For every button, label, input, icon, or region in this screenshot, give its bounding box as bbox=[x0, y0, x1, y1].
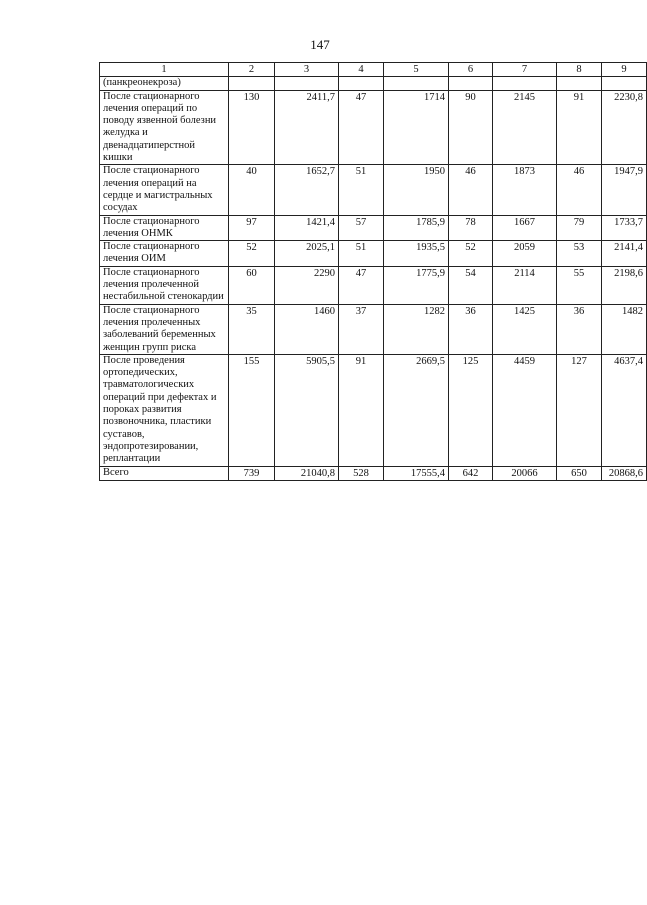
value-cell: 54 bbox=[449, 266, 493, 304]
header-cell: 8 bbox=[557, 63, 602, 77]
value-cell: 2290 bbox=[275, 266, 339, 304]
value-cell: 51 bbox=[339, 241, 384, 267]
value-cell: 52 bbox=[229, 241, 275, 267]
header-row bbox=[100, 63, 647, 77]
value-cell: 2230,8 bbox=[602, 90, 647, 165]
value-cell: 57 bbox=[339, 215, 384, 241]
value-cell: 2025,1 bbox=[275, 241, 339, 267]
continuation-label: (панкреонекроза) bbox=[100, 77, 229, 90]
value-cell: 2411,7 bbox=[275, 90, 339, 165]
value-cell: 2114 bbox=[493, 266, 557, 304]
data-table bbox=[99, 62, 647, 481]
value-cell: 1667 bbox=[493, 215, 557, 241]
header-cell: 1 bbox=[100, 63, 229, 77]
value-cell: 55 bbox=[557, 266, 602, 304]
header-cell: 6 bbox=[449, 63, 493, 77]
value-cell: 46 bbox=[557, 165, 602, 215]
page-number: 147 bbox=[310, 37, 330, 52]
table-row bbox=[100, 241, 647, 267]
value-cell: 21040,8 bbox=[275, 466, 339, 480]
table-row-label: После проведения ортопедических, травматологических операций при дефектах и пороках развития позвоночника, пластики суставов, эндопротезировании, реплантации bbox=[100, 354, 229, 466]
value-cell: 1775,9 bbox=[384, 266, 449, 304]
value-cell: 91 bbox=[557, 90, 602, 165]
value-cell: 2669,5 bbox=[384, 354, 449, 466]
value-cell: 2059 bbox=[493, 241, 557, 267]
value-cell: 91 bbox=[339, 354, 384, 466]
table-row-label: После стационарного лечения пролеченной нестабильной стенокардии bbox=[100, 266, 229, 304]
value-cell: 4637,4 bbox=[602, 354, 647, 466]
value-cell: 2141,4 bbox=[602, 241, 647, 267]
value-cell: 130 bbox=[229, 90, 275, 165]
value-cell: 642 bbox=[449, 466, 493, 480]
table-row-label: После стационарного лечения ОИМ bbox=[100, 241, 229, 267]
value-cell: 78 bbox=[449, 215, 493, 241]
value-cell: 1421,4 bbox=[275, 215, 339, 241]
value-cell: 47 bbox=[339, 266, 384, 304]
table-row bbox=[100, 215, 647, 241]
value-cell: 97 bbox=[229, 215, 275, 241]
table-row bbox=[100, 165, 647, 215]
value-cell: 127 bbox=[557, 354, 602, 466]
value-cell: 20066 bbox=[493, 466, 557, 480]
value-cell: 40 bbox=[229, 165, 275, 215]
value-cell: 4459 bbox=[493, 354, 557, 466]
table-row bbox=[100, 90, 647, 165]
value-cell: 155 bbox=[229, 354, 275, 466]
header-cell: 5 bbox=[384, 63, 449, 77]
value-cell: 1425 bbox=[493, 304, 557, 354]
value-cell: 1733,7 bbox=[602, 215, 647, 241]
table-row bbox=[100, 354, 647, 466]
header-cell: 9 bbox=[602, 63, 647, 77]
total-row-label: Всего bbox=[100, 466, 229, 480]
value-cell: 1873 bbox=[493, 165, 557, 215]
value-cell: 20868,6 bbox=[602, 466, 647, 480]
value-cell: 36 bbox=[557, 304, 602, 354]
value-cell: 1282 bbox=[384, 304, 449, 354]
value-cell: 1947,9 bbox=[602, 165, 647, 215]
value-cell: 36 bbox=[449, 304, 493, 354]
value-cell: 1460 bbox=[275, 304, 339, 354]
value-cell: 125 bbox=[449, 354, 493, 466]
value-cell: 90 bbox=[449, 90, 493, 165]
table-row-label: После стационарного лечения ОНМК bbox=[100, 215, 229, 241]
table-row-label: После стационарного лечения операций на сердце и магистральных сосудах bbox=[100, 165, 229, 215]
value-cell: 35 bbox=[229, 304, 275, 354]
total-row bbox=[100, 466, 647, 480]
value-cell: 2145 bbox=[493, 90, 557, 165]
value-cell: 52 bbox=[449, 241, 493, 267]
value-cell: 5905,5 bbox=[275, 354, 339, 466]
value-cell: 1652,7 bbox=[275, 165, 339, 215]
value-cell: 53 bbox=[557, 241, 602, 267]
value-cell: 17555,4 bbox=[384, 466, 449, 480]
value-cell: 528 bbox=[339, 466, 384, 480]
value-cell: 47 bbox=[339, 90, 384, 165]
value-cell: 1482 bbox=[602, 304, 647, 354]
value-cell: 51 bbox=[339, 165, 384, 215]
value-cell: 650 bbox=[557, 466, 602, 480]
table-row-label: После стационарного лечения пролеченных заболеваний беременных женщин групп риска bbox=[100, 304, 229, 354]
table-row bbox=[100, 304, 647, 354]
value-cell: 46 bbox=[449, 165, 493, 215]
continuation-row bbox=[100, 77, 647, 90]
value-cell: 1950 bbox=[384, 165, 449, 215]
header-cell: 3 bbox=[275, 63, 339, 77]
value-cell: 37 bbox=[339, 304, 384, 354]
header-cell: 2 bbox=[229, 63, 275, 77]
table-row bbox=[100, 266, 647, 304]
header-cell: 4 bbox=[339, 63, 384, 77]
table-row-label: После стационарного лечения операций по поводу язвенной болезни желудка и двенадцатиперстной кишки bbox=[100, 90, 229, 165]
value-cell: 60 bbox=[229, 266, 275, 304]
header-cell: 7 bbox=[493, 63, 557, 77]
value-cell: 1714 bbox=[384, 90, 449, 165]
value-cell: 739 bbox=[229, 466, 275, 480]
value-cell: 1785,9 bbox=[384, 215, 449, 241]
value-cell: 1935,5 bbox=[384, 241, 449, 267]
value-cell: 2198,6 bbox=[602, 266, 647, 304]
value-cell: 79 bbox=[557, 215, 602, 241]
